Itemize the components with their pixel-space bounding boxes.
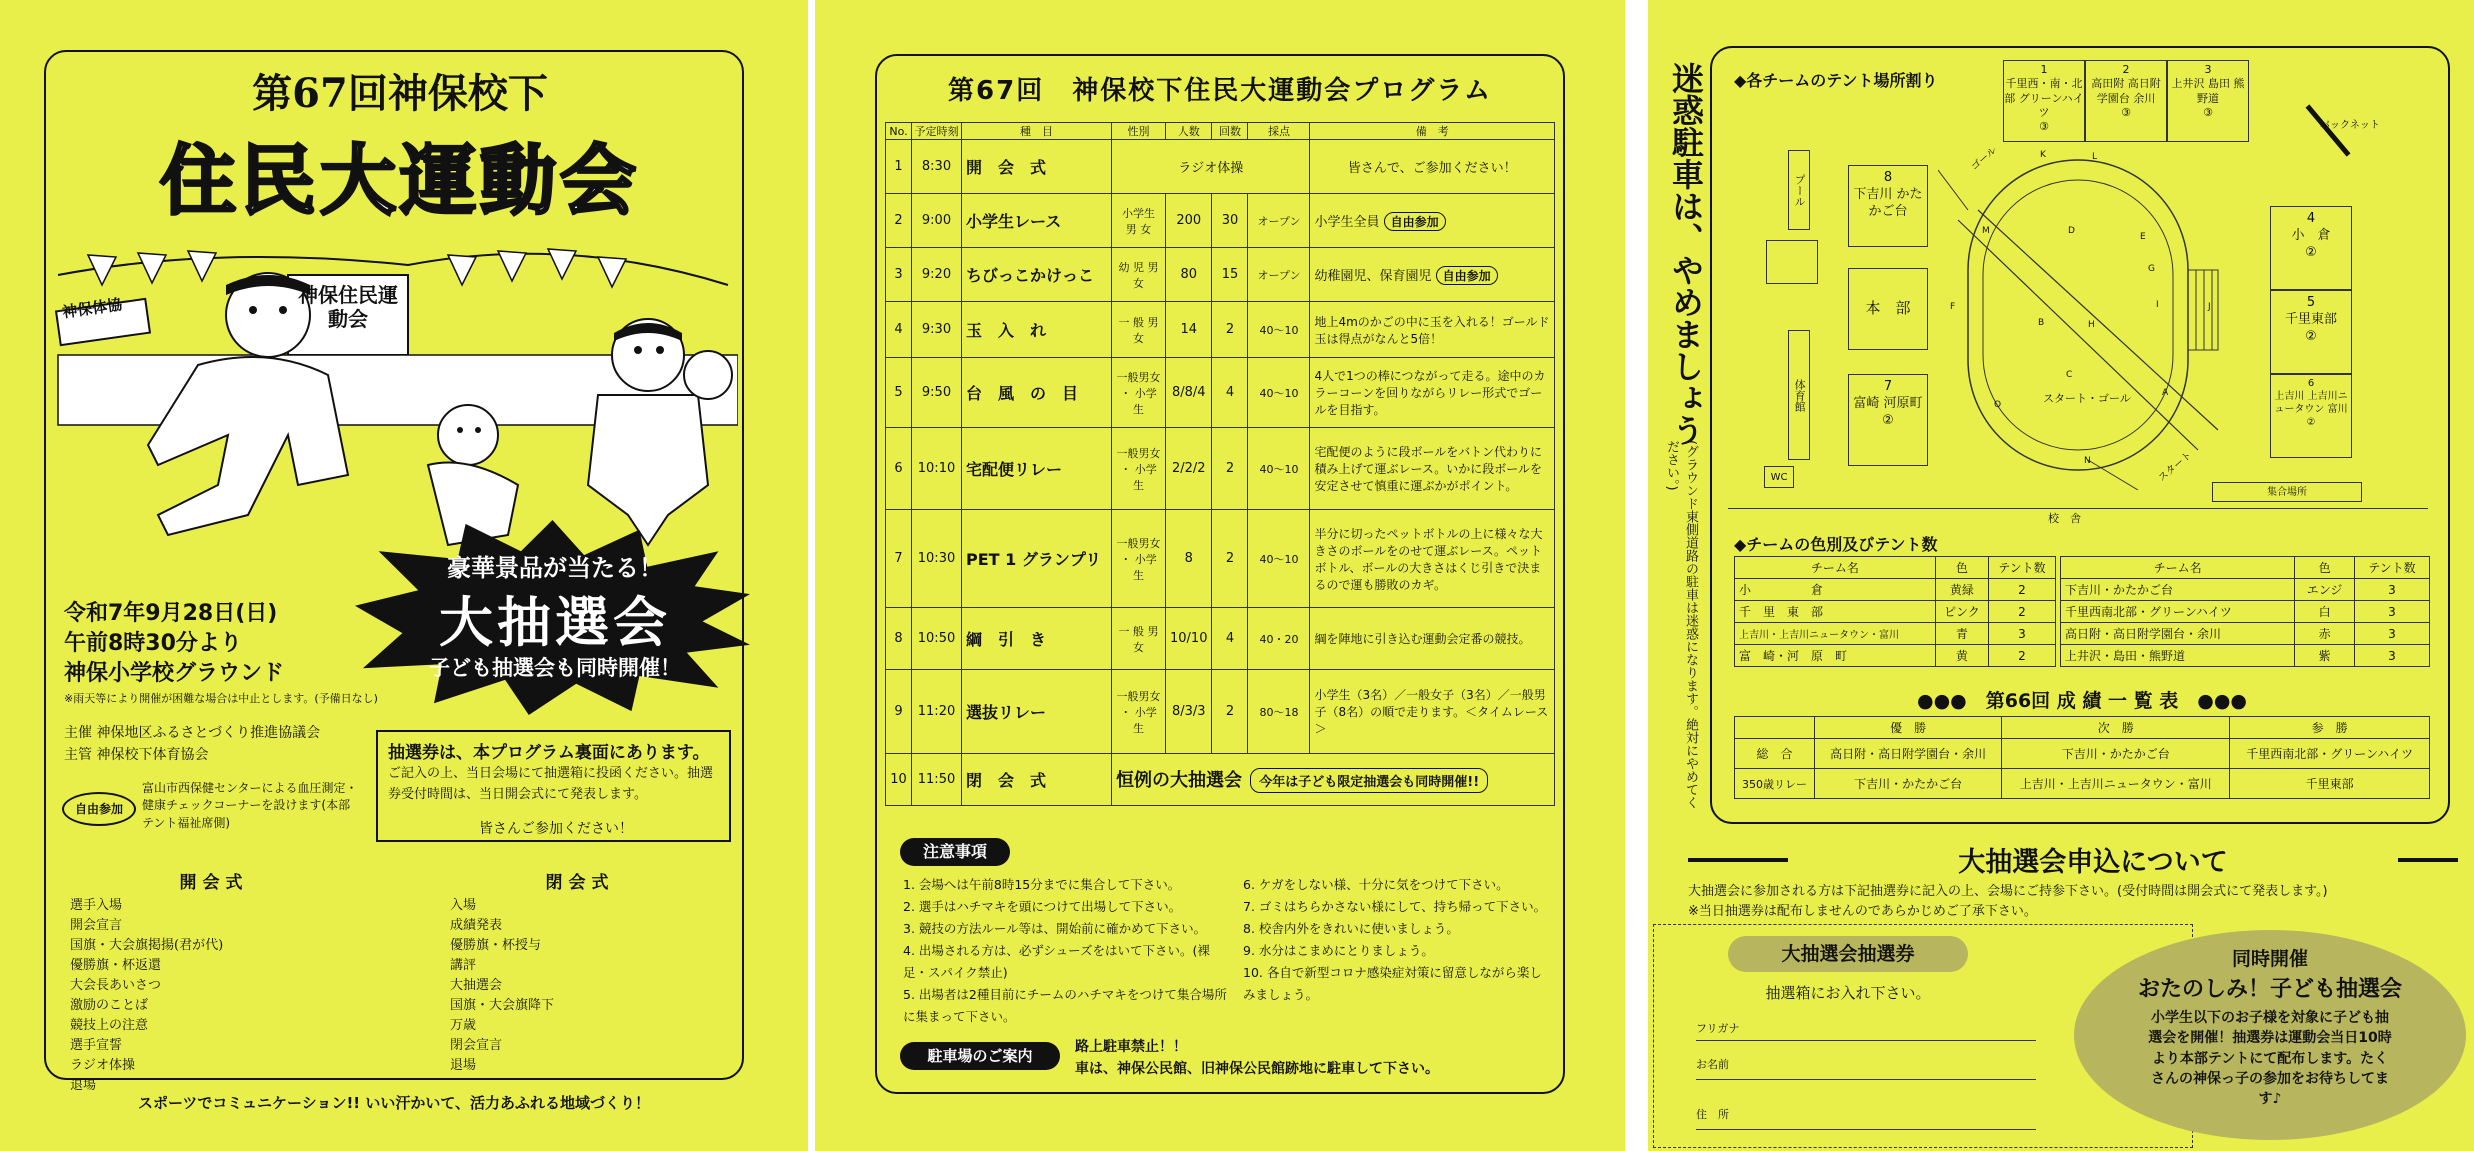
results-second: 上吉川・上吉川ニュータウン・富川	[2002, 769, 2230, 799]
row-note: 小学生全員	[1314, 214, 1380, 230]
track-marker: F	[1950, 302, 1956, 312]
closing-item: 閉会宣言	[450, 1038, 503, 1053]
closing-note: 今年は子ども限定抽選会も同時開催!!	[1250, 768, 1488, 793]
parking-title: 駐車場のご案内	[900, 1042, 1060, 1070]
row-note: 宅配便のように段ボールをバトン代わりに積み上げて運ぶレース。いかに段ボールを安定させて慎重に運ぶかがポイント。	[1310, 428, 1555, 510]
team-tents: 2	[1988, 645, 2055, 667]
tent-name: 小 倉	[2291, 227, 2331, 243]
team-table-left	[1734, 556, 2056, 667]
row-gender: 小学生 男 女	[1112, 194, 1166, 248]
track-marker: B	[2038, 318, 2045, 328]
team-tents: 3	[2354, 645, 2429, 667]
row-count: 200	[1166, 194, 1212, 248]
parking-line-1: 路上駐車禁止！！	[1075, 1039, 1187, 1055]
row-gender: 一般男女 ・ 小学生	[1112, 358, 1166, 428]
team-row	[1735, 645, 2056, 667]
row-gender: 一般男女 ・ 小学生	[1112, 428, 1166, 510]
note-item: 9. 水分はこまめにとりましょう。	[1243, 943, 1434, 958]
note-item: 6. ケガをしない様、十分に気をつけて下さい。	[1243, 877, 1509, 892]
row-score: 40・20	[1248, 608, 1310, 670]
results-table	[1734, 716, 2430, 799]
tent-name: 上吉川 上吉川ニュータウン 富川	[2274, 391, 2348, 415]
tent-name: 富崎 河原町	[1853, 395, 1923, 411]
apply-note: ※当日抽選券は配布しませんのであらかじめご了承下さい。	[1688, 904, 2037, 919]
event-venue: 神保小学校グラウンド	[64, 661, 285, 686]
event-date: 令和7年9月28日(日)	[64, 601, 278, 626]
team-name: 千 里 東 部	[1735, 601, 1936, 623]
note-item: 2. 選手はハチマキを頭につけて出場して下さい。	[903, 899, 1182, 914]
furigana-field[interactable]: フリガナ	[1696, 1020, 2036, 1041]
ticket-info-body: ご記入の上、当日会場にて抽選箱に投函ください。抽選券受付時間は、当日開会式にて発表します。	[388, 766, 714, 802]
row-count: 2/2/2	[1166, 428, 1212, 510]
row-event: 綱 引 き	[962, 608, 1112, 670]
ticket-info-title: 抽選券は、本プログラム裏面にあります。	[388, 743, 710, 763]
health-text: 富山市西保健センターによる血圧測定・健康チェックコーナーを設けます(本部テント福祉席側)	[142, 781, 358, 830]
lottery-title: 大抽選会	[439, 591, 671, 654]
team-table-right	[2060, 556, 2430, 667]
note-item: 7. ゴミはちらかさない様にして、持ち帰って下さい。	[1243, 899, 1547, 914]
track-marker: J	[2208, 302, 2211, 312]
results-category: 350歳リレー	[1735, 769, 1815, 799]
row-event: 宅配便リレー	[962, 428, 1112, 510]
school-line	[1728, 508, 2428, 509]
note-item: 4. 出場される方は、必ずシューズをはいて下さい。(裸足・スパイク禁止)	[903, 943, 1210, 980]
results-header: 優 勝	[1815, 717, 2002, 739]
team-row	[1735, 601, 2056, 623]
name-field[interactable]: お名前	[1696, 1056, 2036, 1080]
ticket-sub: 抽選箱にお入れ下さい。	[1765, 984, 1931, 1002]
row-score: 40～10	[1248, 510, 1310, 608]
row-score: ラジオ体操	[1112, 140, 1310, 194]
row-no: 5	[886, 358, 912, 428]
note-item: 8. 校舎内外をきれいに使いましょう。	[1243, 921, 1459, 936]
tent-number: 5	[2306, 295, 2316, 310]
results-second: 下吉川・かたかご台	[2002, 739, 2230, 769]
row-score: オープン	[1248, 194, 1310, 248]
tent-1	[2003, 60, 2085, 142]
program-row	[886, 428, 1555, 510]
results-category: 総 合	[1735, 739, 1815, 769]
closing-cell	[1112, 754, 1555, 806]
row-rounds: 4	[1212, 608, 1248, 670]
track-marker: D	[2068, 226, 2075, 236]
team-tents: 2	[1988, 601, 2055, 623]
col-count: 人数	[1166, 123, 1212, 140]
row-time: 9:30	[912, 302, 962, 358]
row-note: 地上4mのかごの中に玉を入れる！ゴールド玉は得点がなんと5倍！	[1310, 302, 1555, 358]
start-label: スタート	[2156, 449, 2195, 485]
free-badge: 自由参加	[1384, 212, 1446, 231]
track-marker: A	[2162, 388, 2169, 398]
closing-lottery: 恒例の大抽選会	[1116, 770, 1242, 791]
row-rounds: 4	[1212, 358, 1248, 428]
tent-7	[1848, 374, 1928, 466]
row-rounds: 30	[1212, 194, 1248, 248]
opening-item: 選手入場	[70, 898, 123, 913]
closing-item: 万歳	[450, 1018, 477, 1033]
tent-number: 2	[2122, 63, 2130, 76]
cover-title: 住民大運動会	[160, 136, 640, 225]
notes-right	[1243, 874, 1553, 1006]
program-row	[886, 302, 1555, 358]
program-header-row	[886, 123, 1555, 140]
pool-annex	[1766, 240, 1818, 284]
col-time: 予定時刻	[912, 123, 962, 140]
team-name: 高日附・高日附学園台・余川	[2061, 623, 2295, 645]
row-score: 40～10	[1248, 358, 1310, 428]
row-rounds: 2	[1212, 510, 1248, 608]
dist-header: 色	[1935, 557, 1988, 579]
tent-8	[1848, 165, 1928, 247]
closing-item: 講評	[450, 958, 477, 973]
no-parking-sub: (グラウンド東側道路の駐車は迷惑になります。絶対にやめてください。)	[1664, 440, 1698, 810]
opening-item: 退場	[70, 1078, 97, 1093]
note-item: 1. 会場へは午前8時15分までに集合して下さい。	[903, 877, 1181, 892]
notes-title: 注意事項	[900, 838, 1010, 866]
tent-count: ③	[2121, 105, 2131, 119]
team-tents: 3	[2354, 623, 2429, 645]
team-tents: 3	[2354, 601, 2429, 623]
program-row	[886, 194, 1555, 248]
col-note: 備 考	[1310, 123, 1555, 140]
team-tents: 3	[2354, 579, 2429, 601]
row-event: 小学生レース	[962, 194, 1112, 248]
tent-name: 千里東部	[2284, 311, 2337, 327]
track-diagram	[1938, 150, 2268, 490]
notes-left	[903, 874, 1233, 1028]
row-count: 80	[1166, 248, 1212, 302]
note-item: 5. 出場者は2種目前にチームのハチマキをつけて集合場所に集まって下さい。	[903, 987, 1227, 1024]
team-tents: 3	[1988, 623, 2055, 645]
tent-name: 下吉川 かたかご台	[1853, 186, 1923, 219]
cover-edition: 第67回神保校下	[252, 70, 548, 117]
row-time: 9:00	[912, 194, 962, 248]
row-gender: 一 般 男 女	[1112, 608, 1166, 670]
row-time: 10:30	[912, 510, 962, 608]
row-no: 4	[886, 302, 912, 358]
kids-title-1: 同時開催	[2231, 948, 2308, 970]
dist-title: ◆チームの色別及びテント数	[1734, 535, 1938, 554]
team-name: 上吉川・上吉川ニュータウン・富川	[1735, 623, 1936, 645]
backnet-label: バックネット	[2320, 120, 2380, 131]
row-no: 10	[886, 754, 912, 806]
gym: 体育館	[1788, 330, 1810, 460]
meeting-area: 集合場所	[2212, 482, 2362, 502]
tent-count: ②	[2305, 244, 2317, 260]
row-note: 幼稚園児、保育園児	[1314, 268, 1432, 284]
closing-item: 成績発表	[450, 918, 503, 933]
team-row	[2061, 623, 2430, 645]
track-marker: K	[2040, 150, 2046, 160]
row-no: 6	[886, 428, 912, 510]
tent-count: ②	[2306, 417, 2316, 428]
closing-title: 閉会式	[545, 873, 615, 893]
track-marker: C	[2066, 370, 2073, 380]
row-count: 14	[1166, 302, 1212, 358]
row-time: 9:50	[912, 358, 962, 428]
runners-illustration	[48, 215, 738, 555]
prize-banner: 豪華景品が当たる！	[447, 554, 663, 582]
row-time: 8:30	[912, 140, 962, 194]
results-third: 千里西南北部・グリーンハイツ	[2230, 739, 2430, 769]
row-rounds: 15	[1212, 248, 1248, 302]
tent-number: 1	[2040, 63, 2048, 76]
banner-sign: 神保住民運動会	[298, 283, 398, 331]
team-row	[2061, 579, 2430, 601]
results-row	[1735, 769, 2430, 799]
closing-item: 優勝旗・杯授与	[450, 938, 542, 953]
tent-count: ②	[2305, 328, 2317, 344]
row-rounds: 2	[1212, 302, 1248, 358]
school-label: 校 舎	[2048, 512, 2081, 525]
program-title: 第67回 神保校下住民大運動会プログラム	[948, 76, 1492, 106]
tent-name: 高田附 高日附学園台 余川	[2091, 77, 2161, 105]
row-time: 11:20	[912, 670, 962, 754]
track-marker: H	[2088, 320, 2095, 330]
row-no: 2	[886, 194, 912, 248]
dist-header: チーム名	[2061, 557, 2295, 579]
row-note-cell	[1310, 248, 1555, 302]
opening-item: 優勝旗・杯返還	[70, 958, 162, 973]
row-gender: 一般男女 ・ 小学生	[1112, 510, 1166, 608]
goal-label: ゴール	[1969, 145, 2000, 173]
cover-page	[0, 0, 808, 1151]
dist-header: テント数	[1988, 557, 2055, 579]
track-marker: I	[2156, 300, 2159, 310]
col-gender: 性別	[1112, 123, 1166, 140]
row-note: 小学生（3名）／一般女子（3名）／一般男子（8名）の順で走ります。＜タイムレース＞	[1310, 670, 1555, 754]
col-rounds: 回数	[1212, 123, 1248, 140]
row-score: 80～18	[1248, 670, 1310, 754]
tent-count: ③	[2203, 105, 2213, 119]
tent-name: 上井沢 島田 熊野道	[2171, 77, 2245, 105]
closing-item: 国旗・大会旗降下	[450, 998, 555, 1013]
row-time: 10:50	[912, 608, 962, 670]
closing-item: 大抽選会	[450, 978, 503, 993]
team-color: 黄	[1935, 645, 1988, 667]
manager: 主管 神保校下体育協会	[64, 747, 209, 763]
row-event: 選抜リレー	[962, 670, 1112, 754]
col-score: 採点	[1248, 123, 1310, 140]
team-name: 下吉川・かたかご台	[2061, 579, 2295, 601]
apply-title: 大抽選会申込について	[1958, 847, 2228, 878]
free-badge: 自由参加	[1436, 266, 1498, 285]
opening-item: 国旗・大会旗掲揚(君が代)	[70, 938, 224, 953]
wc: WC	[1764, 466, 1794, 488]
row-time: 9:20	[912, 248, 962, 302]
opening-title: 開会式	[179, 873, 249, 893]
row-no: 8	[886, 608, 912, 670]
col-no: No.	[886, 123, 912, 140]
track-marker: L	[2092, 152, 2098, 162]
dist-header: チーム名	[1735, 557, 1936, 579]
results-winner: 高日附・高日附学園台・余川	[1815, 739, 2002, 769]
program-row	[886, 608, 1555, 670]
rain-note: ※雨天等により開催が困難な場合は中止とします。(予備日なし)	[64, 692, 378, 705]
closing-item: 入場	[450, 898, 477, 913]
ticket-title: 大抽選会抽選券	[1728, 936, 1968, 972]
program-page	[815, 0, 1625, 1151]
pool: プール	[1788, 150, 1810, 230]
team-color: ピンク	[1935, 601, 1988, 623]
row-gender: 幼 児 男 女	[1112, 248, 1166, 302]
row-note: 半分に切ったペットボトルの上に様々な大きさのボールをのせて運ぶレース。ペットボトル、ボールの大きさはくじ引きで決まるので運も勝敗のカギ。	[1310, 510, 1555, 608]
track-marker: O	[1994, 400, 2002, 410]
team-color: 紫	[2295, 645, 2355, 667]
headquarters: 本 部	[1848, 268, 1928, 350]
row-note: 綱を陣地に引き込む運動会定番の競技。	[1310, 608, 1555, 670]
track-marker: E	[2140, 232, 2146, 242]
team-row	[2061, 645, 2430, 667]
results-header: 次 勝	[2002, 717, 2230, 739]
row-rounds: 2	[1212, 670, 1248, 754]
tent-4	[2270, 206, 2352, 290]
closing-item: 退場	[450, 1058, 477, 1073]
apply-text: 大抽選会に参加される方は下記抽選券に記入の上、会場にご持参下さい。(受付時間は開会式にて発表します。)	[1688, 884, 2328, 899]
results-row	[1735, 739, 2430, 769]
back-page	[1648, 0, 2474, 1151]
row-score: 40～10	[1248, 302, 1310, 358]
col-event: 種 目	[962, 123, 1112, 140]
row-no: 7	[886, 510, 912, 608]
results-title: ●●● 第66回 成 績 一 覧 表 ●●●	[1917, 690, 2247, 712]
dist-header: 色	[2295, 557, 2355, 579]
tent-number: 8	[1883, 170, 1893, 185]
track-marker: M	[1982, 226, 1990, 236]
row-gender: 一般男女 ・ 小学生	[1112, 670, 1166, 754]
row-event: 開 会 式	[962, 140, 1112, 194]
health-badge: 自由参加	[62, 792, 136, 826]
row-event: PET 1 グランプリ	[962, 510, 1112, 608]
row-event: 玉 入 れ	[962, 302, 1112, 358]
results-winner: 下吉川・かたかご台	[1815, 769, 2002, 799]
address-field[interactable]: 住 所	[1696, 1106, 2036, 1130]
tent-3	[2167, 60, 2249, 142]
program-table	[885, 122, 1555, 806]
note-item: 3. 競技の方法ルール等は、開始前に確かめて下さい。	[903, 921, 1207, 936]
tent-2	[2085, 60, 2167, 142]
team-color: 赤	[2295, 623, 2355, 645]
results-header: 参 勝	[2230, 717, 2430, 739]
program-row	[886, 248, 1555, 302]
ticket-info-end: 皆さんご参加ください！	[479, 821, 633, 837]
tent-number: 7	[1883, 379, 1893, 394]
no-parking-main: 迷惑駐車は、やめましょう	[1667, 62, 1705, 446]
team-color: 白	[2295, 601, 2355, 623]
team-name: 上井沢・島田・熊野道	[2061, 645, 2295, 667]
tent-number: 6	[2307, 378, 2315, 389]
row-count: 8/8/4	[1166, 358, 1212, 428]
row-note: 4人で1つの棒につながって走る。途中のカラーコーンを回りながらリレー形式でゴールを目指す。	[1310, 358, 1555, 428]
track-marker: G	[2148, 264, 2155, 274]
row-event: 閉 会 式	[962, 754, 1112, 806]
tent-name: 千里西・南・北部 グリーンハイツ	[2004, 77, 2084, 119]
team-color: 青	[1935, 623, 1988, 645]
results-header	[1735, 717, 1815, 739]
row-time: 11:50	[912, 754, 962, 806]
program-row	[886, 754, 1555, 806]
apply-rule-left	[1688, 858, 1788, 862]
row-no: 9	[886, 670, 912, 754]
team-color: エンジ	[2295, 579, 2355, 601]
row-no: 3	[886, 248, 912, 302]
tent-6	[2270, 374, 2352, 458]
team-color: 黄緑	[1935, 579, 1988, 601]
event-time: 午前8時30分より	[64, 631, 242, 656]
row-event: 台 風 の 目	[962, 358, 1112, 428]
program-row	[886, 510, 1555, 608]
note-item: 10. 各自で新型コロナ感染症対策に留意しながら楽しみましょう。	[1243, 965, 1542, 1002]
parking-line-2: 車は、神保公民館、旧神保公民館跡地に駐車して下さい。	[1075, 1061, 1439, 1077]
row-count: 8/3/3	[1166, 670, 1212, 754]
opening-list	[70, 896, 340, 1096]
dist-header: テント数	[2354, 557, 2429, 579]
row-time: 10:10	[912, 428, 962, 510]
track-marker: N	[2084, 456, 2091, 466]
results-third: 千里東部	[2230, 769, 2430, 799]
row-no: 1	[886, 140, 912, 194]
row-score: オープン	[1248, 248, 1310, 302]
row-count: 10/10	[1166, 608, 1212, 670]
row-note: 皆さんで、ご参加ください！	[1310, 140, 1555, 194]
row-count: 8	[1166, 510, 1212, 608]
tent-number: 3	[2204, 63, 2212, 76]
opening-item: 激励のことば	[70, 998, 149, 1013]
kids-title-2: おたのしみ！子ども抽選会	[2137, 977, 2402, 1002]
row-note-cell	[1310, 194, 1555, 248]
opening-item: 大会長あいさつ	[70, 978, 162, 993]
kids-lottery-banner: 子ども抽選会も同時開催！	[429, 656, 681, 680]
organizer: 主催 神保地区ふるさとづくり推進協議会	[64, 725, 321, 741]
row-rounds: 2	[1212, 428, 1248, 510]
row-score: 40～10	[1248, 428, 1310, 510]
closing-list	[450, 896, 720, 1076]
apply-rule-right	[2398, 858, 2458, 862]
opening-item: 競技上の注意	[70, 1018, 149, 1033]
row-event: ちびっこかけっこ	[962, 248, 1112, 302]
program-row	[886, 140, 1555, 194]
kids-text: 小学生以下のお子様を対象に子ども抽選会を開催！抽選券は運動会当日10時より本部テントにて配布します。たくさんの神保っ子の参加をお待ちしてます♪	[2148, 1010, 2392, 1108]
tent-5	[2270, 290, 2352, 374]
tent-count: ③	[2039, 120, 2049, 134]
opening-item: ラジオ体操	[70, 1058, 136, 1073]
row-gender: 一 般 男 女	[1112, 302, 1166, 358]
opening-item: 開会宣言	[70, 918, 123, 933]
banner-left: 神保体協	[61, 295, 124, 322]
start-goal-label: スタート・ゴール	[2043, 392, 2131, 405]
opening-item: 選手宣誓	[70, 1038, 123, 1053]
tent-count: ②	[1882, 412, 1894, 428]
team-name: 小 倉	[1735, 579, 1936, 601]
team-name: 富 崎・河 原 町	[1735, 645, 1936, 667]
team-row	[2061, 601, 2430, 623]
team-name: 千里西南北部・グリーンハイツ	[2061, 601, 2295, 623]
program-row	[886, 670, 1555, 754]
cover-footer: スポーツでコミュニケーション!! いい汗かいて、活力あふれる地域づくり！	[137, 1094, 651, 1112]
tent-number: 4	[2306, 211, 2316, 226]
team-row	[1735, 579, 2056, 601]
team-tents: 2	[1988, 579, 2055, 601]
team-row	[1735, 623, 2056, 645]
map-title: ◆各チームのテント場所割り	[1734, 71, 1938, 90]
program-row	[886, 358, 1555, 428]
